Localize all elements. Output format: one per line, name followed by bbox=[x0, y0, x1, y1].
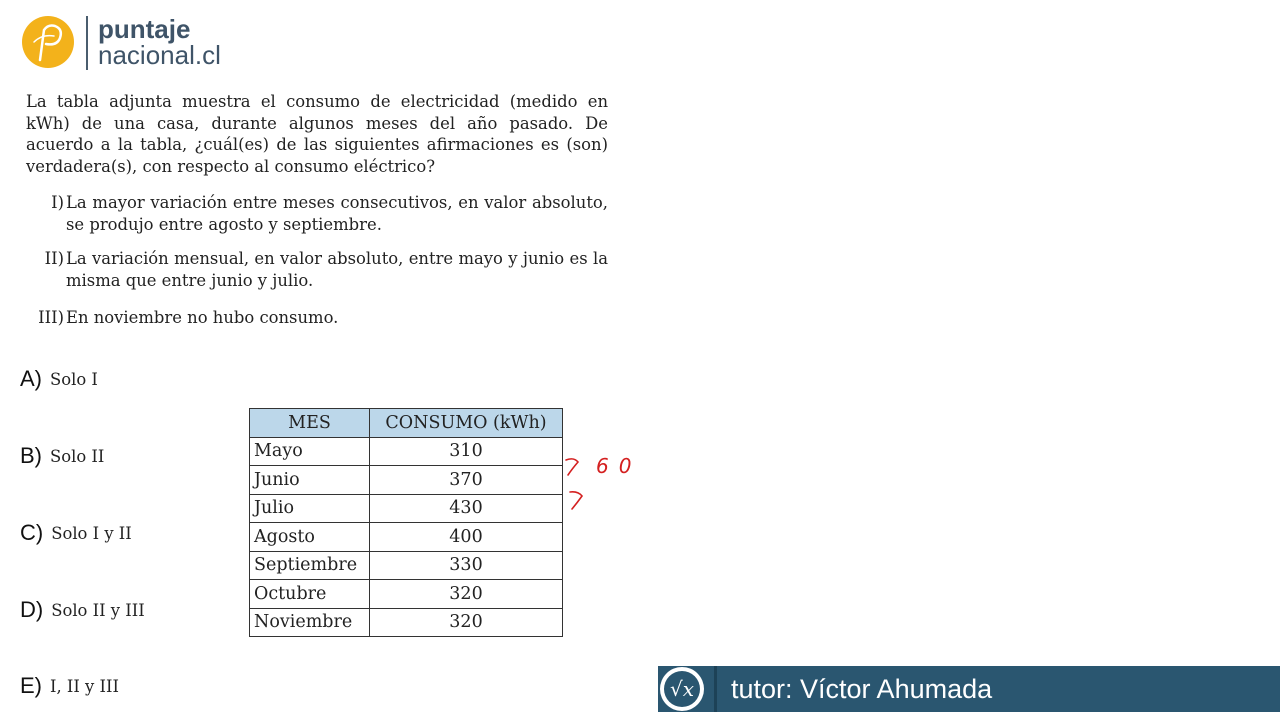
month-cell: Junio bbox=[250, 466, 370, 495]
month-cell: Mayo bbox=[250, 437, 370, 466]
logo-p-icon bbox=[22, 16, 74, 68]
question-text: La tabla adjunta muestra el consumo de electricidad (medido en kWh) de una casa, durante algunos meses del año pasado. De acuerdo a la tabla, ¿cuál(es) de las siguientes afirmaciones es (son) verdadera(s), con respecto al consumo eléctrico? bbox=[26, 92, 608, 176]
statement-number: II) bbox=[44, 249, 64, 268]
option-e[interactable] bbox=[20, 673, 119, 703]
month-cell: Octubre bbox=[250, 580, 370, 609]
month-cell: Septiembre bbox=[250, 551, 370, 580]
table-row bbox=[250, 437, 563, 466]
table-row bbox=[250, 466, 563, 495]
option-a[interactable] bbox=[20, 366, 98, 396]
option-text: Solo II bbox=[50, 446, 105, 466]
option-c[interactable] bbox=[20, 520, 132, 550]
option-letter: D) bbox=[20, 597, 44, 622]
option-text: I, II y III bbox=[50, 676, 119, 696]
option-d[interactable] bbox=[20, 597, 145, 627]
option-b[interactable] bbox=[20, 443, 104, 473]
value-cell: 320 bbox=[370, 580, 563, 609]
tutor-banner bbox=[658, 666, 1280, 712]
sqrt-x-icon: √x bbox=[660, 667, 704, 711]
logo-text-bottom: nacional.cl bbox=[98, 40, 221, 70]
option-letter: E) bbox=[20, 673, 42, 698]
logo bbox=[22, 14, 262, 74]
option-letter: C) bbox=[20, 520, 44, 545]
consumption-table bbox=[249, 408, 563, 637]
value-cell: 370 bbox=[370, 466, 563, 495]
banner-separator bbox=[714, 666, 717, 712]
option-text: Solo I y II bbox=[51, 523, 132, 543]
option-letter: B) bbox=[20, 443, 42, 468]
month-cell: Julio bbox=[250, 494, 370, 523]
value-cell: 320 bbox=[370, 608, 563, 637]
month-cell: Noviembre bbox=[250, 608, 370, 637]
statement-text: En noviembre no hubo consumo. bbox=[66, 308, 339, 327]
statement-text: La mayor variación entre meses consecutivos, en valor absoluto, se produjo entre agosto y septiembre. bbox=[66, 193, 608, 234]
logo-text-top: puntaje bbox=[98, 14, 191, 44]
statement-number: I) bbox=[51, 193, 64, 212]
option-text: Solo II y III bbox=[51, 600, 145, 620]
table-row bbox=[250, 494, 563, 523]
statement-number: III) bbox=[38, 308, 64, 327]
statement-text: La variación mensual, en valor absoluto, entre mayo y junio es la misma que entre junio y julio. bbox=[66, 249, 608, 290]
header-mes: MES bbox=[250, 409, 370, 438]
value-cell: 430 bbox=[370, 494, 563, 523]
handwritten-annotation bbox=[560, 445, 650, 515]
annotation-text: 60 bbox=[596, 454, 642, 478]
value-cell: 400 bbox=[370, 523, 563, 552]
table-row bbox=[250, 580, 563, 609]
table-row bbox=[250, 608, 563, 637]
annotation-brace-2 bbox=[570, 492, 582, 509]
header-consumo: CONSUMO (kWh) bbox=[370, 409, 563, 438]
option-letter: A) bbox=[20, 366, 42, 391]
value-cell: 310 bbox=[370, 437, 563, 466]
option-text: Solo I bbox=[50, 369, 98, 389]
month-cell: Agosto bbox=[250, 523, 370, 552]
annotation-brace-1 bbox=[566, 459, 578, 475]
table-header-row bbox=[250, 409, 563, 438]
logo-divider bbox=[86, 16, 88, 70]
tutor-name: tutor: Víctor Ahumada bbox=[731, 674, 993, 704]
table-row bbox=[250, 551, 563, 580]
table-row bbox=[250, 523, 563, 552]
value-cell: 330 bbox=[370, 551, 563, 580]
